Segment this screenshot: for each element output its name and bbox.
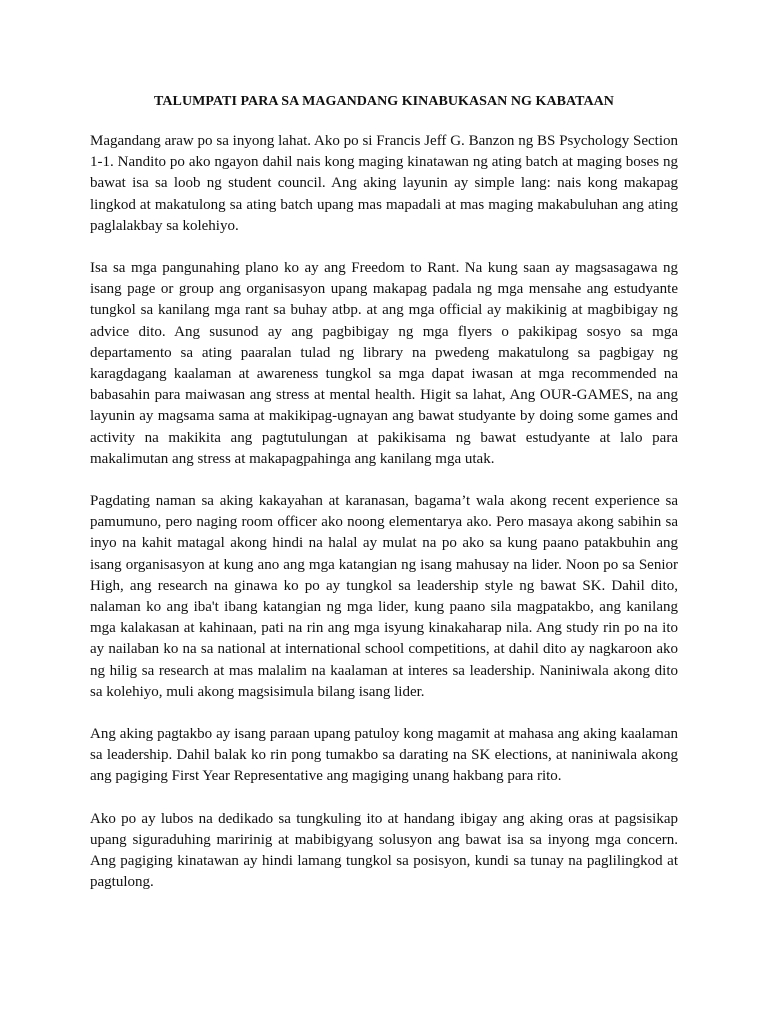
paragraph-closing: Ako po ay lubos na dedikado sa tungkuling ito at handang ibigay ang aking oras at pagsisikap upang siguraduhing maririnig at mabibigyang solusyon ang bawat isa sa inyong mga concern. Ang pagiging kinatawan ay hindi lamang tungkol sa posisyon, kundi sa tunay na paglilingkod at pagtulong. (90, 810, 678, 891)
document-title: TALUMPATI PARA SA MAGANDANG KINABUKASAN NG KABATAAN (154, 94, 614, 109)
paragraph-experience: Pagdating naman sa aking kakayahan at karanasan, bagama’t wala akong recent experience sa pamumuno, pero naging room officer ako noong elementarya ako. Pero masaya akong sabihin sa inyo na kahit matagal akong hindi na halal ay mulat na po ako sa kung paano patakbuhin ang isang organisasyon at kung ano ang mga katangian ng isang mahusay na lider. Noon po sa Senior High, ang research na ginawa ko po ay tungkol sa leadership style ng bawat SK. Dahil dito, nalaman ko ang iba't ibang katangian ng mga lider, kung paano sila magpatakbo, ang kanilang mga kalakasan at kahinaan, pati na rin ang mga isyung kinakaharap nila. Ang study rin po na ito ay nailaban ko na sa national at international school competitions, at dahil dito ay nagkaroon ako ng hilig sa research at mas malalim na kaalaman at interes sa leadership. Naniniwala akong dito sa kolehiyo, muli akong magsisimula bilang isang lider. (90, 493, 678, 700)
paragraph-introduction: Magandang araw po sa inyong lahat. Ako po si Francis Jeff G. Banzon ng BS Psychology Section 1-1. Nandito po ako ngayon dahil nais kong maging kinatawan ng ating batch at maging boses ng bawat isa sa loob ng student council. Ang aking layunin ay simple lang: nais kong makapag lingkod at makatulong sa ating batch upang mas mapadali at mas maging makabuluhan ang ating paglalakbay sa kolehiyo. (90, 133, 678, 234)
document-body (90, 131, 678, 915)
paragraph-plans: Isa sa mga pangunahing plano ko ay ang Freedom to Rant. Na kung saan ay magsasagawa ng isang page or group ang organisasyon upang makapag padala ng mga mensahe ang estudyante tungkol sa kanilang mga rant sa buhay atbp. at ang mga official ay makikinig at magbibigay ng advice dito. Ang susunod ay ang pagbibigay ng mga flyers o pakikipag sosyo sa mga departamento sa ating paaralan tulad ng library na pwedeng makatulong sa pagbigay ng karagdagang kaalaman at awareness tungkol sa mga dapat iwasan at mga recommended na babasahin para maiwasan ang stress at mental health. Higit sa lahat, Ang OUR-GAMES, na ang layunin ay magsama sama at makikipag-ugnayan ang bawat studyante by doing some games and activity na makikita ang pagtutulungan at pakikisama ng bawat estudyante at lalo para makalimutan ang stress at makapagpahinga ang kanilang mga utak. (90, 260, 678, 467)
paragraph-motivation: Ang aking pagtakbo ay isang paraan upang patuloy kong magamit at mahasa ang aking kaalaman sa leadership. Dahil balak ko rin pong tumakbo sa darating na SK elections, at naniniwala akong ang pagiging First Year Representative ang magiging unang hakbang para rito. (90, 726, 678, 785)
